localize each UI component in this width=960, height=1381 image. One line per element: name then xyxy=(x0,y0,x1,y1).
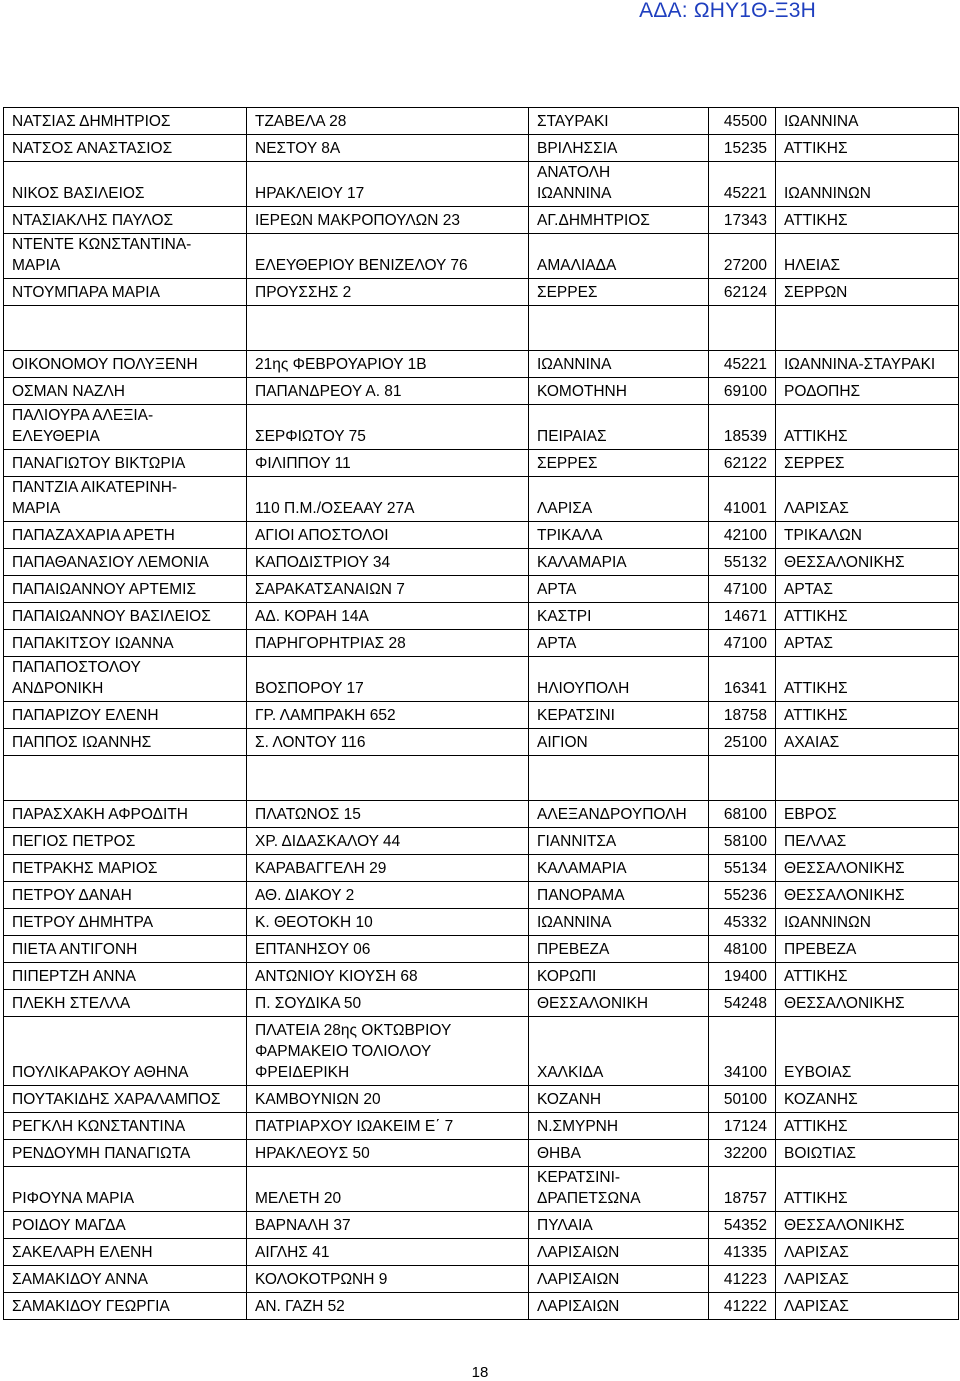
address-cell: ΣΕΡΦΙΩΤΟΥ 75 xyxy=(247,405,529,450)
city-cell: ΚΑΣΤΡΙ xyxy=(529,603,709,630)
city-cell: ΘΕΣΣΑΛΟΝΙΚΗ xyxy=(529,990,709,1017)
region-cell: ΤΡΙΚΑΛΩΝ xyxy=(776,522,959,549)
name-cell: ΣΑΚΕΛΑΡΗ ΕΛΕΝΗ xyxy=(4,1239,247,1266)
name-cell: ΡΟΙΔΟΥ ΜΑΓΔΑ xyxy=(4,1212,247,1239)
table-row xyxy=(4,306,959,351)
postal-code-cell: 45221 xyxy=(709,351,776,378)
city-cell: ΗΛΙΟΥΠΟΛΗ xyxy=(529,657,709,702)
table-row xyxy=(4,351,959,378)
postal-code-cell: 34100 xyxy=(709,1017,776,1086)
name-cell: ΠΑΠΑΙΩΑΝΝΟΥ ΑΡΤΕΜΙΣ xyxy=(4,576,247,603)
table-row xyxy=(4,1239,959,1266)
region-cell: ΕΥΒΟΙΑΣ xyxy=(776,1017,959,1086)
name-cell xyxy=(4,477,247,522)
address-cell: ΚΑΡΑΒΑΓΓΕΛΗ 29 xyxy=(247,855,529,882)
region-cell: ΙΩΑΝΝΙΝΑ-ΣΤΑΥΡΑΚΙ xyxy=(776,351,959,378)
city-cell: ΣΤΑΥΡΑΚΙ xyxy=(529,108,709,135)
city-cell: ΓΙΑΝΝΙΤΣΑ xyxy=(529,828,709,855)
name-cell: ΠΕΓΙΟΣ ΠΕΤΡΟΣ xyxy=(4,828,247,855)
table-row xyxy=(4,234,959,279)
city-cell: ΒΡΙΛΗΣΣΙΑ xyxy=(529,135,709,162)
name-cell-text: ΠΑΝΤΖΙΑ ΑΙΚΑΤΕΡΙΝΗ-ΜΑΡΙΑ xyxy=(12,479,178,517)
postal-code-cell: 47100 xyxy=(709,630,776,657)
city-cell: ΛΑΡΙΣΑ xyxy=(529,477,709,522)
address-cell: ΗΡΑΚΛΕΙΟΥ 17 xyxy=(247,162,529,207)
address-cell: ΤΖΑΒΕΛΑ 28 xyxy=(247,108,529,135)
postal-code-cell xyxy=(709,756,776,801)
address-cell: ΑΔ. ΚΟΡΑΗ 14Α xyxy=(247,603,529,630)
address-cell: ΒΟΣΠΟΡΟΥ 17 xyxy=(247,657,529,702)
city-cell: ΚΑΛΑΜΑΡΙΑ xyxy=(529,549,709,576)
table-row xyxy=(4,990,959,1017)
postal-code-cell: 14671 xyxy=(709,603,776,630)
address-cell: ΗΡΑΚΛΕΟΥΣ 50 xyxy=(247,1140,529,1167)
address-cell: ΧΡ. ΔΙΔΑΣΚΑΛΟΥ 44 xyxy=(247,828,529,855)
address-cell xyxy=(247,1017,529,1086)
region-cell: ΣΕΡΡΕΣ xyxy=(776,450,959,477)
postal-code-cell: 18757 xyxy=(709,1167,776,1212)
region-cell: ΠΡΕΒΕΖΑ xyxy=(776,936,959,963)
region-cell: ΑΤΤΙΚΗΣ xyxy=(776,207,959,234)
city-cell: ΙΩΑΝΝΙΝΑ xyxy=(529,909,709,936)
region-cell: ΒΟΙΩΤΙΑΣ xyxy=(776,1140,959,1167)
postal-code-cell: 42100 xyxy=(709,522,776,549)
address-cell: ΑΓΙΟΙ ΑΠΟΣΤΟΛΟΙ xyxy=(247,522,529,549)
name-cell xyxy=(4,657,247,702)
city-cell: ΣΕΡΡΕΣ xyxy=(529,279,709,306)
name-cell xyxy=(4,756,247,801)
name-cell: ΝΤΟΥΜΠΑΡΑ ΜΑΡΙΑ xyxy=(4,279,247,306)
table-row xyxy=(4,576,959,603)
name-cell: ΠΑΡΑΣΧΑΚΗ ΑΦΡΟΔΙΤΗ xyxy=(4,801,247,828)
table-row xyxy=(4,1266,959,1293)
name-cell xyxy=(4,234,247,279)
address-cell: ΠΡΟΥΣΣΗΣ 2 xyxy=(247,279,529,306)
name-cell: ΠΑΠΑΚΙΤΣΟΥ ΙΩΑΝΝΑ xyxy=(4,630,247,657)
name-cell: ΠΕΤΡΟΥ ΔΑΝΑΗ xyxy=(4,882,247,909)
table-row xyxy=(4,657,959,702)
region-cell: ΑΡΤΑΣ xyxy=(776,576,959,603)
table-row xyxy=(4,1086,959,1113)
name-cell: ΣΑΜΑΚΙΔΟΥ ΓΕΩΡΓΙΑ xyxy=(4,1293,247,1320)
name-cell: ΡΕΓΚΛΗ ΚΩΝΣΤΑΝΤΙΝΑ xyxy=(4,1113,247,1140)
table-row xyxy=(4,1140,959,1167)
name-cell: ΠΕΤΡΟΥ ΔΗΜΗΤΡΑ xyxy=(4,909,247,936)
city-cell-text: ΚΕΡΑΤΣΙΝΙ-ΔΡΑΠΕΤΣΩΝΑ xyxy=(537,1169,641,1207)
table-row xyxy=(4,378,959,405)
city-cell: ΠΑΝΟΡΑΜΑ xyxy=(529,882,709,909)
postal-code-cell: 15235 xyxy=(709,135,776,162)
postal-code-cell: 45221 xyxy=(709,162,776,207)
region-cell: ΙΩΑΝΝΙΝΩΝ xyxy=(776,162,959,207)
name-cell: ΠΟΥΛΙΚΑΡΑΚΟΥ ΑΘΗΝΑ xyxy=(4,1017,247,1086)
table-row xyxy=(4,630,959,657)
city-cell: ΑΡΤΑ xyxy=(529,576,709,603)
postal-code-cell: 55132 xyxy=(709,549,776,576)
city-cell: ΤΡΙΚΑΛΑ xyxy=(529,522,709,549)
table-row xyxy=(4,729,959,756)
table-body xyxy=(4,108,959,1320)
address-cell: ΒΑΡΝΑΛΗ 37 xyxy=(247,1212,529,1239)
region-cell: ΘΕΣΣΑΛΟΝΙΚΗΣ xyxy=(776,549,959,576)
city-cell: ΧΑΛΚΙΔΑ xyxy=(529,1017,709,1086)
address-cell: ΙΕΡΕΩΝ ΜΑΚΡΟΠΟΥΛΩΝ 23 xyxy=(247,207,529,234)
postal-code-cell: 41335 xyxy=(709,1239,776,1266)
region-cell: ΘΕΣΣΑΛΟΝΙΚΗΣ xyxy=(776,882,959,909)
postal-code-cell: 48100 xyxy=(709,936,776,963)
name-cell: ΟΙΚΟΝΟΜΟΥ ΠΟΛΥΞΕΝΗ xyxy=(4,351,247,378)
address-cell: 110 Π.Μ./ΟΣΕΑΑΥ 27Α xyxy=(247,477,529,522)
address-cell: Κ. ΘΕΟΤΟΚΗ 10 xyxy=(247,909,529,936)
postal-code-cell: 54352 xyxy=(709,1212,776,1239)
table-row xyxy=(4,108,959,135)
city-cell: ΚΑΛΑΜΑΡΙΑ xyxy=(529,855,709,882)
table-row xyxy=(4,963,959,990)
city-cell xyxy=(529,162,709,207)
postal-code-cell: 58100 xyxy=(709,828,776,855)
city-cell: ΚΕΡΑΤΣΙΝΙ xyxy=(529,702,709,729)
address-cell-text: ΠΛΑΤΕΙΑ 28ης ΟΚΤΩΒΡΙΟΥ ΦΑΡΜΑΚΕΙΟ ΤΟΛΙΟΛΟΥ ΦΡΕΙΔΕΡΙΚΗ xyxy=(255,1022,452,1081)
region-cell: ΗΛΕΙΑΣ xyxy=(776,234,959,279)
postal-code-cell: 45500 xyxy=(709,108,776,135)
postal-code-cell: 27200 xyxy=(709,234,776,279)
city-cell: ΚΟΖΑΝΗ xyxy=(529,1086,709,1113)
address-cell: ΑΝ. ΓΑΖΗ 52 xyxy=(247,1293,529,1320)
name-cell: ΣΑΜΑΚΙΔΟΥ ΑΝΝΑ xyxy=(4,1266,247,1293)
city-cell: ΑΛΕΞΑΝΔΡΟΥΠΟΛΗ xyxy=(529,801,709,828)
city-cell: ΑΓ.ΔΗΜΗΤΡΙΟΣ xyxy=(529,207,709,234)
postal-code-cell: 47100 xyxy=(709,576,776,603)
region-cell: ΡΟΔΟΠΗΣ xyxy=(776,378,959,405)
table-row xyxy=(4,450,959,477)
region-cell: ΑΤΤΙΚΗΣ xyxy=(776,1113,959,1140)
region-cell: ΣΕΡΡΩΝ xyxy=(776,279,959,306)
city-cell: ΠΥΛΑΙΑ xyxy=(529,1212,709,1239)
table-row xyxy=(4,603,959,630)
postal-code-cell: 18539 xyxy=(709,405,776,450)
region-cell: ΠΕΛΛΑΣ xyxy=(776,828,959,855)
city-cell: ΚΟΡΩΠΙ xyxy=(529,963,709,990)
table-row xyxy=(4,909,959,936)
city-cell: ΑΜΑΛΙΑΔΑ xyxy=(529,234,709,279)
name-cell: ΡΙΦΟΥΝΑ ΜΑΡΙΑ xyxy=(4,1167,247,1212)
region-cell: ΙΩΑΝΝΙΝΑ xyxy=(776,108,959,135)
name-cell: ΝΑΤΣΙΑΣ ΔΗΜΗΤΡΙΟΣ xyxy=(4,108,247,135)
name-cell: ΠΑΠΑΖΑΧΑΡΙΑ ΑΡΕΤΗ xyxy=(4,522,247,549)
city-cell: ΚΟΜΟΤΗΝΗ xyxy=(529,378,709,405)
postal-code-cell: 41001 xyxy=(709,477,776,522)
region-cell: ΑΤΤΙΚΗΣ xyxy=(776,135,959,162)
postal-code-cell xyxy=(709,306,776,351)
city-cell xyxy=(529,306,709,351)
table-row xyxy=(4,828,959,855)
table-row xyxy=(4,801,959,828)
postal-code-cell: 54248 xyxy=(709,990,776,1017)
name-cell: ΠΙΠΕΡΤΖΗ ΑΝΝΑ xyxy=(4,963,247,990)
table-row xyxy=(4,1113,959,1140)
name-cell: ΠΑΝΑΓΙΩΤΟΥ ΒΙΚΤΩΡΙΑ xyxy=(4,450,247,477)
name-cell-text: ΝΤΕΝΤΕ ΚΩΝΣΤΑΝΤΙΝΑ-ΜΑΡΙΑ xyxy=(12,236,192,274)
address-cell xyxy=(247,306,529,351)
postal-code-cell: 32200 xyxy=(709,1140,776,1167)
address-cell: ΑΘ. ΔΙΑΚΟΥ 2 xyxy=(247,882,529,909)
name-cell: ΝΙΚΟΣ ΒΑΣΙΛΕΙΟΣ xyxy=(4,162,247,207)
city-cell: ΠΕΙΡΑΙΑΣ xyxy=(529,405,709,450)
region-cell: ΑΤΤΙΚΗΣ xyxy=(776,405,959,450)
table-row xyxy=(4,1167,959,1212)
region-cell xyxy=(776,756,959,801)
region-cell: ΕΒΡΟΣ xyxy=(776,801,959,828)
postal-code-cell: 19400 xyxy=(709,963,776,990)
region-cell: ΘΕΣΣΑΛΟΝΙΚΗΣ xyxy=(776,990,959,1017)
postal-code-cell: 62124 xyxy=(709,279,776,306)
city-cell: ΛΑΡΙΣΑΙΩΝ xyxy=(529,1239,709,1266)
city-cell: ΠΡΕΒΕΖΑ xyxy=(529,936,709,963)
region-cell: ΑΡΤΑΣ xyxy=(776,630,959,657)
name-cell: ΠΛΕΚΗ ΣΤΕΛΛΑ xyxy=(4,990,247,1017)
address-cell: ΝΕΣΤΟΥ 8Α xyxy=(247,135,529,162)
name-cell: ΝΑΤΣΟΣ ΑΝΑΣΤΑΣΙΟΣ xyxy=(4,135,247,162)
name-cell: ΟΣΜΑΝ ΝΑΖΛΗ xyxy=(4,378,247,405)
region-cell: ΑΤΤΙΚΗΣ xyxy=(776,702,959,729)
region-cell: ΑΤΤΙΚΗΣ xyxy=(776,603,959,630)
address-cell: ΑΝΤΩΝΙΟΥ ΚΙΟΥΣΗ 68 xyxy=(247,963,529,990)
table-row xyxy=(4,162,959,207)
postal-code-cell: 69100 xyxy=(709,378,776,405)
city-cell: ΛΑΡΙΣΑΙΩΝ xyxy=(529,1293,709,1320)
table-row xyxy=(4,135,959,162)
address-cell: 21ης ΦΕΒΡΟΥΑΡΙΟΥ 1Β xyxy=(247,351,529,378)
city-cell: ΛΑΡΙΣΑΙΩΝ xyxy=(529,1266,709,1293)
table-row xyxy=(4,756,959,801)
name-cell: ΠΑΠΑΡΙΖΟΥ ΕΛΕΝΗ xyxy=(4,702,247,729)
address-cell: ΠΛΑΤΩΝΟΣ 15 xyxy=(247,801,529,828)
table-row xyxy=(4,882,959,909)
ada-code: ΑΔΑ: ΩΗΥ1Θ-Ξ3Η xyxy=(639,0,816,22)
region-cell: ΛΑΡΙΣΑΣ xyxy=(776,477,959,522)
address-cell: ΣΑΡΑΚΑΤΣΑΝΑΙΩΝ 7 xyxy=(247,576,529,603)
postal-code-cell: 41223 xyxy=(709,1266,776,1293)
table-row xyxy=(4,1212,959,1239)
postal-code-cell: 17124 xyxy=(709,1113,776,1140)
region-cell: ΚΟΖΑΝΗΣ xyxy=(776,1086,959,1113)
address-cell: ΠΑΠΑΝΔΡΕΟΥ Α. 81 xyxy=(247,378,529,405)
address-cell: ΦΙΛΙΠΠΟΥ 11 xyxy=(247,450,529,477)
name-cell-text: ΠΑΠΑΠΟΣΤΟΛΟΥ ΑΝΔΡΟΝΙΚΗ xyxy=(12,659,141,697)
table-row xyxy=(4,702,959,729)
region-cell: ΛΑΡΙΣΑΣ xyxy=(776,1293,959,1320)
region-cell: ΘΕΣΣΑΛΟΝΙΚΗΣ xyxy=(776,855,959,882)
name-cell: ΠΑΠΠΟΣ ΙΩΑΝΝΗΣ xyxy=(4,729,247,756)
region-cell: ΑΧΑΙΑΣ xyxy=(776,729,959,756)
name-cell xyxy=(4,405,247,450)
name-cell-text: ΠΑΛΙΟΥΡΑ ΑΛΕΞΙΑ-ΕΛΕΥΘΕΡΙΑ xyxy=(12,407,154,445)
region-cell: ΛΑΡΙΣΑΣ xyxy=(776,1239,959,1266)
address-cell: ΕΠΤΑΝΗΣΟΥ 06 xyxy=(247,936,529,963)
address-cell: Π. ΣΟΥΔΙΚΑ 50 xyxy=(247,990,529,1017)
address-cell xyxy=(247,756,529,801)
city-cell: ΑΡΤΑ xyxy=(529,630,709,657)
table-row xyxy=(4,1293,959,1320)
table-row xyxy=(4,522,959,549)
region-cell: ΛΑΡΙΣΑΣ xyxy=(776,1266,959,1293)
city-cell: ΑΙΓΙΟΝ xyxy=(529,729,709,756)
name-cell xyxy=(4,306,247,351)
address-cell: ΜΕΛΕΤΗ 20 xyxy=(247,1167,529,1212)
city-cell xyxy=(529,756,709,801)
region-cell: ΘΕΣΣΑΛΟΝΙΚΗΣ xyxy=(776,1212,959,1239)
name-cell: ΝΤΑΣΙΑΚΛΗΣ ΠΑΥΛΟΣ xyxy=(4,207,247,234)
region-cell xyxy=(776,306,959,351)
postal-code-cell: 41222 xyxy=(709,1293,776,1320)
region-cell: ΑΤΤΙΚΗΣ xyxy=(776,657,959,702)
name-cell: ΠΟΥΤΑΚΙΔΗΣ ΧΑΡΑΛΑΜΠΟΣ xyxy=(4,1086,247,1113)
address-cell: ΠΑΤΡΙΑΡΧΟΥ ΙΩΑΚΕΙΜ Ε΄ 7 xyxy=(247,1113,529,1140)
table-row xyxy=(4,477,959,522)
table-row xyxy=(4,279,959,306)
region-cell: ΑΤΤΙΚΗΣ xyxy=(776,1167,959,1212)
postal-code-cell: 68100 xyxy=(709,801,776,828)
address-cell: ΚΟΛΟΚΟΤΡΩΝΗ 9 xyxy=(247,1266,529,1293)
postal-code-cell: 55236 xyxy=(709,882,776,909)
postal-code-cell: 17343 xyxy=(709,207,776,234)
city-cell: Ν.ΣΜΥΡΝΗ xyxy=(529,1113,709,1140)
postal-code-cell: 25100 xyxy=(709,729,776,756)
postal-code-cell: 18758 xyxy=(709,702,776,729)
address-cell: ΓΡ. ΛΑΜΠΡΑΚΗ 652 xyxy=(247,702,529,729)
postal-code-cell: 45332 xyxy=(709,909,776,936)
postal-code-cell: 16341 xyxy=(709,657,776,702)
table-row xyxy=(4,549,959,576)
city-cell: ΙΩΑΝΝΙΝΑ xyxy=(529,351,709,378)
city-cell xyxy=(529,1167,709,1212)
page-number: 18 xyxy=(471,1364,489,1381)
city-cell-text: ΑΝΑΤΟΛΗ ΙΩΑΝΝΙΝΑ xyxy=(537,164,612,202)
address-cell: ΚΑΜΒΟΥΝΙΩΝ 20 xyxy=(247,1086,529,1113)
region-cell: ΙΩΑΝΝΙΝΩΝ xyxy=(776,909,959,936)
address-cell: Σ. ΛΟΝΤΟΥ 116 xyxy=(247,729,529,756)
name-cell: ΠΕΤΡΑΚΗΣ ΜΑΡΙΟΣ xyxy=(4,855,247,882)
name-cell: ΠΑΠΑΙΩΑΝΝΟΥ ΒΑΣΙΛΕΙΟΣ xyxy=(4,603,247,630)
region-cell: ΑΤΤΙΚΗΣ xyxy=(776,963,959,990)
address-cell: ΑΙΓΛΗΣ 41 xyxy=(247,1239,529,1266)
address-cell: ΠΑΡΗΓΟΡΗΤΡΙΑΣ 28 xyxy=(247,630,529,657)
name-cell: ΡΕΝΔΟΥΜΗ ΠΑΝΑΓΙΩΤΑ xyxy=(4,1140,247,1167)
recipients-table xyxy=(3,107,959,1320)
table-row xyxy=(4,207,959,234)
postal-code-cell: 62122 xyxy=(709,450,776,477)
name-cell: ΠΙΕΤΑ ΑΝΤΙΓΟΝΗ xyxy=(4,936,247,963)
table-row xyxy=(4,936,959,963)
table-row xyxy=(4,855,959,882)
name-cell: ΠΑΠΑΘΑΝΑΣΙΟΥ ΛΕΜΟΝΙΑ xyxy=(4,549,247,576)
postal-code-cell: 50100 xyxy=(709,1086,776,1113)
address-cell: ΕΛΕΥΘΕΡΙΟΥ ΒΕΝΙΖΕΛΟΥ 76 xyxy=(247,234,529,279)
postal-code-cell: 55134 xyxy=(709,855,776,882)
table-row xyxy=(4,405,959,450)
address-cell: ΚΑΠΟΔΙΣΤΡΙΟΥ 34 xyxy=(247,549,529,576)
city-cell: ΘΗΒΑ xyxy=(529,1140,709,1167)
table-row xyxy=(4,1017,959,1086)
city-cell: ΣΕΡΡΕΣ xyxy=(529,450,709,477)
